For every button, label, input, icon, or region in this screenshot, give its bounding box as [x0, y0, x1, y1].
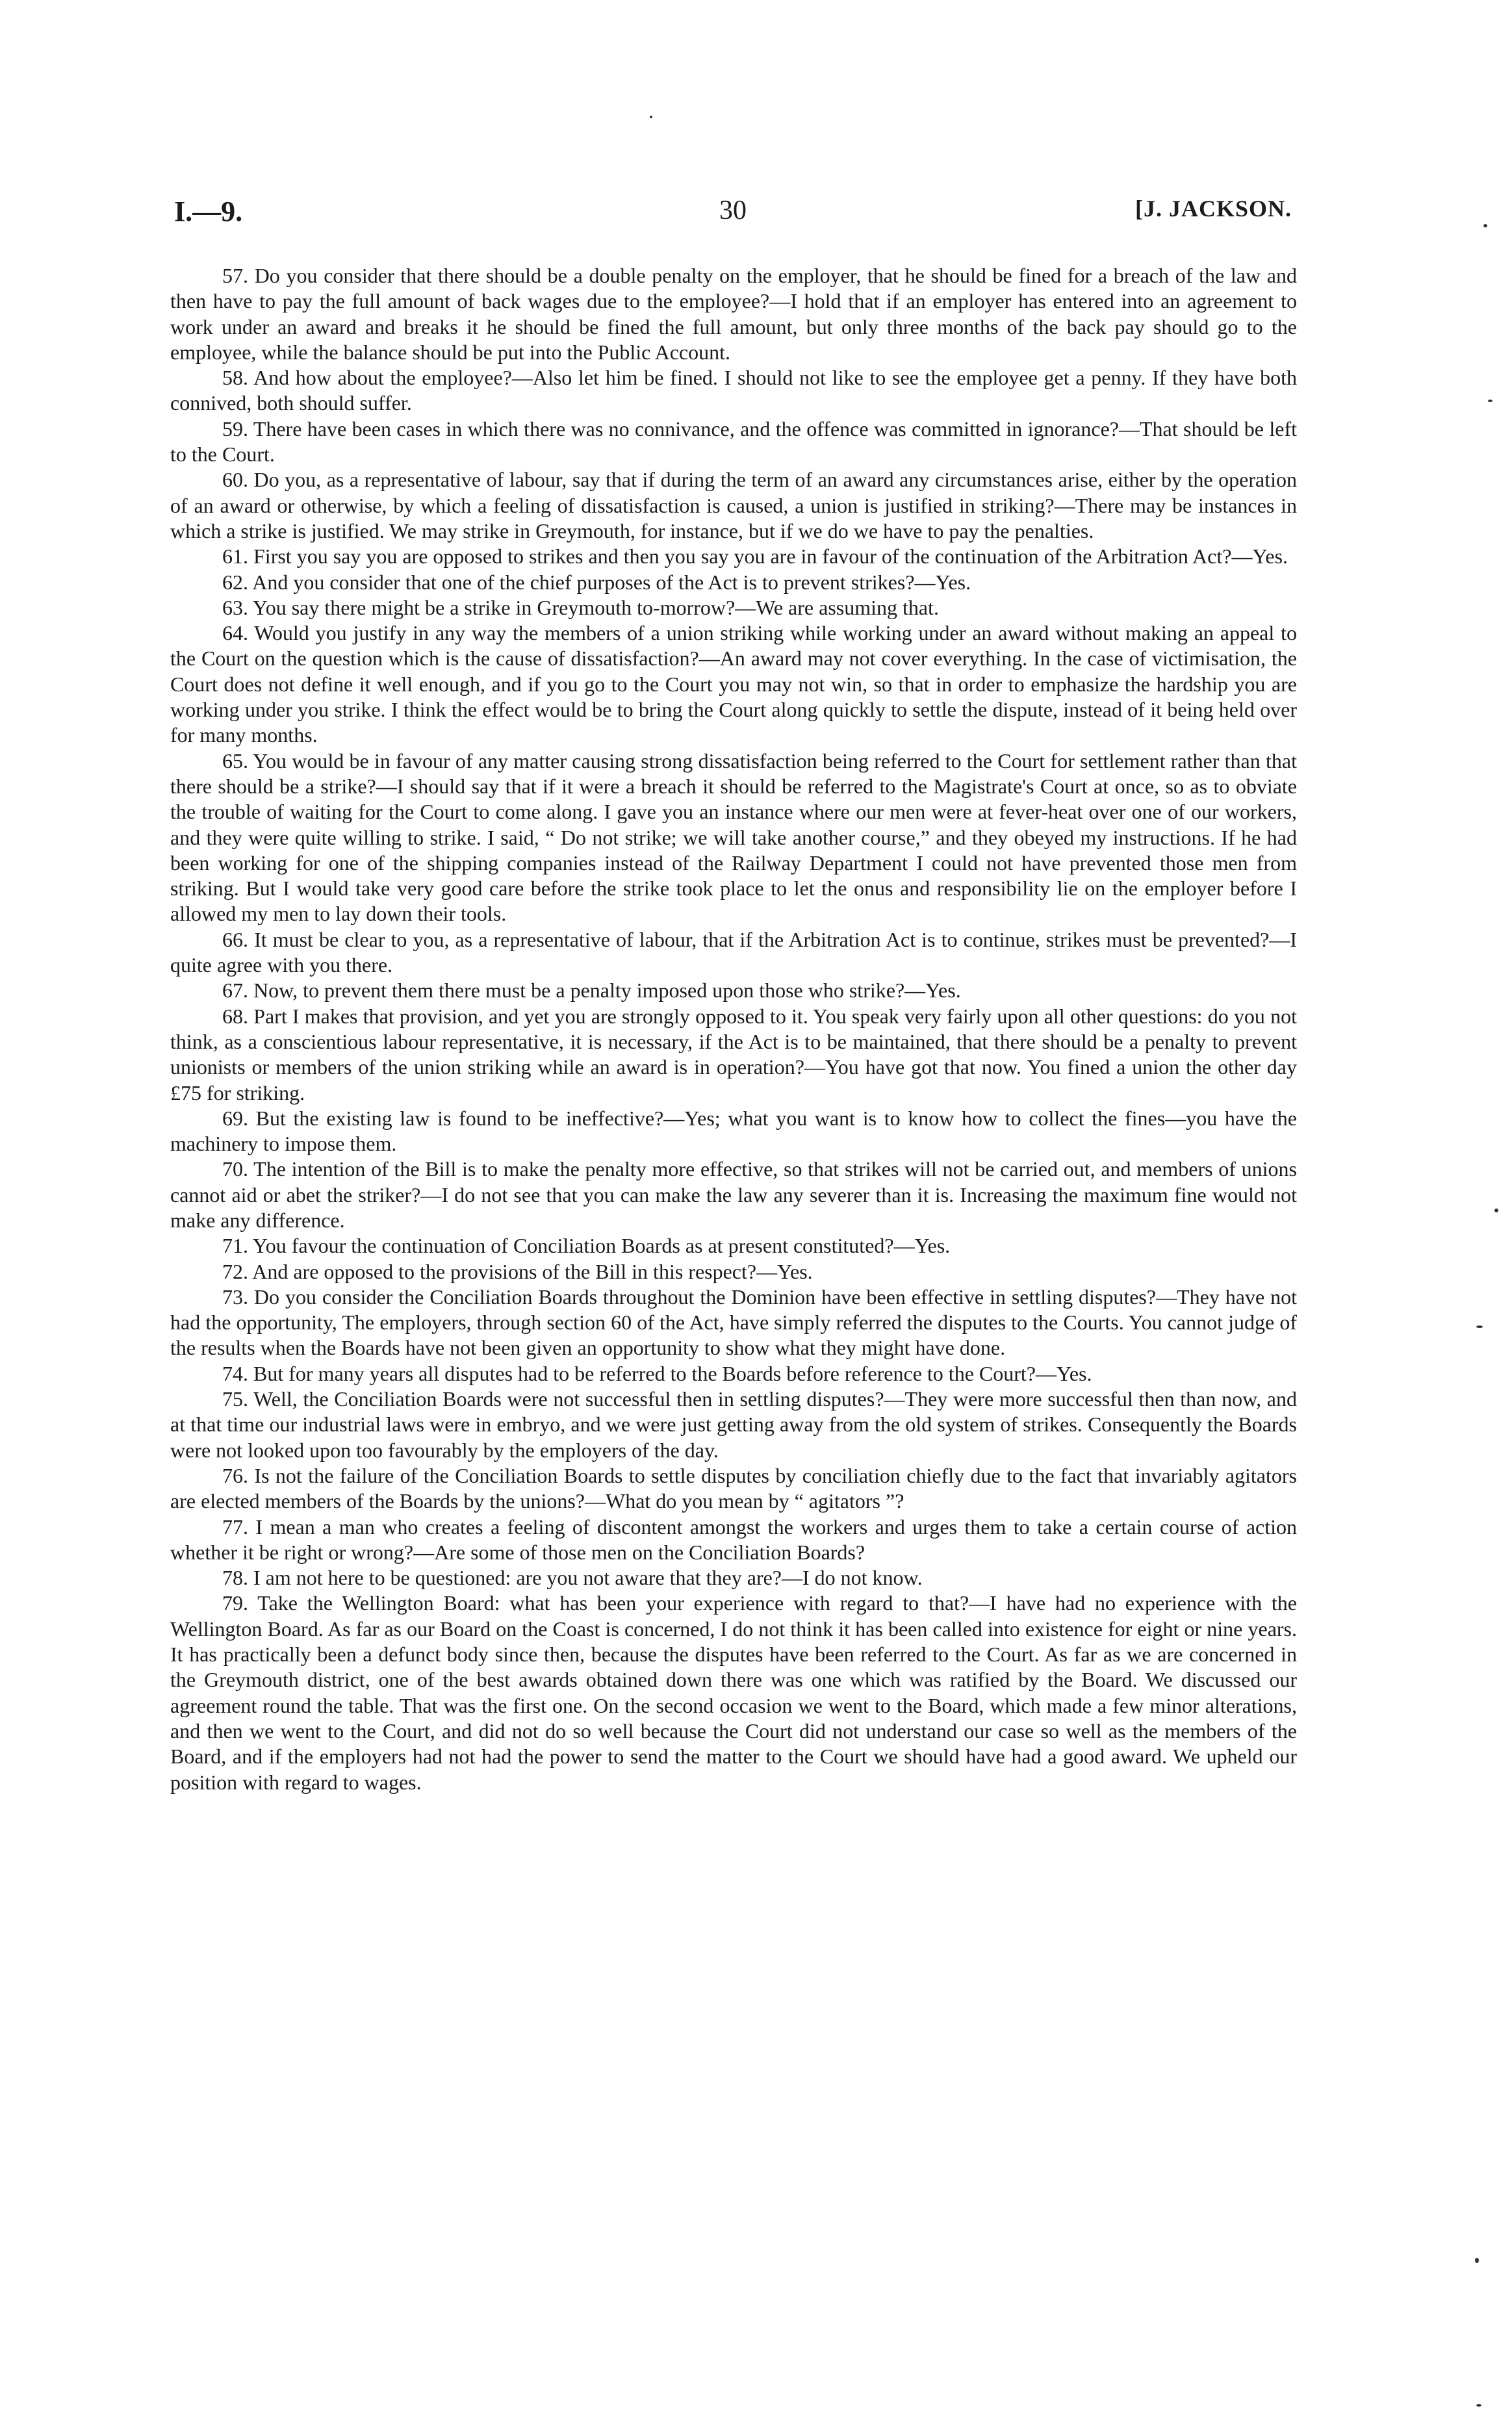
- scan-speck: [1475, 2258, 1479, 2263]
- scan-speck: [1476, 1325, 1483, 1328]
- paragraph-q64: 64. Would you justify in any way the members of a union striking while working under an award without making an appeal to the Court on the question which is the cause of dissatisfaction?—An award may not cover everything. In the case of victimisation, the Court does not define it well enough, and if you go to the Court you may not win, so that in order to emphasize the hardship you are working under you strike. I think the effect would be to bring the Court along quickly to settle the dispute, instead of it being held over for many months.: [170, 621, 1297, 747]
- paragraph-q75: 75. Well, the Conciliation Boards were not successful then in settling disputes?—They were more successful then than now, and at that time our industrial laws were in embryo, and we were just getting away from the old system of strikes. Consequently the Boards were not looked upon too favourably by the employers of the day.: [170, 1387, 1297, 1462]
- paragraph-q61: 61. First you say you are opposed to strikes and then you say you are in favour of the continuation of the Arbitration Act?—Yes.: [222, 544, 1288, 569]
- paragraph-q59: 59. There have been cases in which there was no connivance, and the offence was committed in ignorance?—That should be left to the Court.: [170, 416, 1297, 467]
- page-number: 30: [719, 196, 747, 225]
- scan-speck: [1488, 400, 1493, 402]
- paragraph-q79: 79. Take the Wellington Board: what has been your experience with regard to that?—I have had no experience with the Wellington Board. As far as our Board on the Coast is concerned, I do not think it has been called into existence for eight or nine years. It has practically been a defunct body since then, because the disputes have been referred to the Court. As far as we are concerned in the Greymouth district, one of the best awards obtained down there was one which was ratified by the Board. We discussed our agreement round the table. That was the first one. On the second occasion we went to the Board, which made a few minor alterations, and then we went to the Court, and did not do so well because the Court did not understand our case so well as the members of the Board, and if the employers had not had the power to send the matter to the Court we should have had a good award. We upheld our position with regard to wages.: [170, 1591, 1297, 1794]
- paragraph-q74: 74. But for many years all disputes had to be referred to the Boards before reference to the Court?—Yes.: [222, 1361, 1092, 1385]
- paragraph-q69: 69. But the existing law is found to be ineffective?—Yes; what you want is to know how to collect the fines—you have the machinery to impose them.: [170, 1106, 1297, 1156]
- paragraph-q78: 78. I am not here to be questioned: are you not aware that they are?—I do not know.: [222, 1566, 923, 1590]
- paragraph-q65: 65. You would be in favour of any matter causing strong dissatisfaction being referred to the Court for settlement rather than that there should be a strike?—I should say that if it were a breach it should be referred to the Magistrate's Court at once, so as to obviate the trouble of waiting for the Court to come along. I gave you an instance where our men were at fever-heat over one of our workers, and they were quite willing to strike. I said, “ Do not strike; we will take another course,” and they obeyed my instructions. If he had been working for one of the shipping companies instead of the Railway Department I could not have prevented those men from striking. But I would take very good care before the strike took place to let the onus and responsibility lie on the employer before I allowed my men to lay down their tools.: [170, 748, 1297, 926]
- evidence-body: [170, 263, 1297, 1795]
- paragraph-q73: 73. Do you consider the Conciliation Boards throughout the Dominion have been effective in settling disputes?—They have not had the opportunity, The employers, through section 60 of the Act, have simply referred the disputes to the Courts. You cannot judge of the results when the Boards have not been given an opportunity to show what they might have done.: [170, 1285, 1297, 1360]
- paragraph-q66: 66. It must be clear to you, as a representative of labour, that if the Arbitration Act is to continue, strikes must be prevented?—I quite agree with you there.: [170, 927, 1297, 977]
- paragraph-q60: 60. Do you, as a representative of labour, say that if during the term of an award any circumstances arise, either by the operation of an award or otherwise, by which a feeling of dissatisfaction is caused, a union is justified in striking?—There may be instances in which a strike is justified. We may strike in Greymouth, for instance, but if we do we have to pay the penalties.: [170, 468, 1297, 543]
- paragraph-q58: 58. And how about the employee?—Also let him be fined. I should not like to see the employee get a penny. If they have both connived, both should suffer.: [170, 366, 1297, 415]
- scan-speck: [650, 116, 652, 118]
- paragraph-q71: 71. You favour the continuation of Conciliation Boards as at present constituted?—Yes.: [222, 1234, 951, 1258]
- paragraph-q72: 72. And are opposed to the provisions of the Bill in this respect?—Yes.: [222, 1259, 813, 1283]
- paragraph-q68: 68. Part I makes that provision, and yet you are strongly opposed to it. You speak very fairly upon all other questions: do you not think, as a conscientious labour representative, it is necessary, if the Act is to be maintained, that there should be a penalty to prevent unionists or members of the union striking while an award is in operation?—You have got that now. You fined a union the other day £75 for striking.: [170, 1004, 1297, 1105]
- scan-speck: [1494, 1208, 1498, 1212]
- witness-name: [J. JACKSON.: [1134, 196, 1292, 222]
- paragraph-q63: 63. You say there might be a strike in Greymouth to-morrow?—We are assuming that.: [222, 595, 939, 619]
- paragraph-q77: 77. I mean a man who creates a feeling of discontent amongst the workers and urges them to take a certain course of action whether it be right or wrong?—Are some of those men on the Conciliation Boards?: [170, 1515, 1297, 1564]
- paragraph-q67: 67. Now, to prevent them there must be a penalty imposed upon those who strike?—Yes.: [222, 978, 961, 1003]
- paper-reference: I.—9.: [174, 196, 243, 227]
- paragraph-q76: 76. Is not the failure of the Conciliation Boards to settle disputes by conciliation chiefly due to the fact that invariably agitators are elected members of the Boards by the unions?—What do you mean by “ agitators ”?: [170, 1463, 1297, 1513]
- scan-speck: [1476, 2404, 1481, 2407]
- paragraph-q62: 62. And you consider that one of the chief purposes of the Act is to prevent strikes?—Yes.: [222, 570, 971, 594]
- paragraph-q70: 70. The intention of the Bill is to make the penalty more effective, so that strikes will not be carried out, and members of unions cannot aid or abet the striker?—I do not see that you can make the law any severer than it is. Increasing the maximum fine would not make any difference.: [170, 1157, 1297, 1232]
- paragraph-q57: 57. Do you consider that there should be a double penalty on the employer, that he should be fined for a breach of the law and then have to pay the full amount of back wages due to the employee?—I hold that if an employer has entered into an agreement to work under an award and breaks it he should be fined the full amount, but only three months of the back pay should go to the employee, while the balance should be put into the Public Account.: [170, 264, 1297, 364]
- scan-speck: [1483, 224, 1487, 227]
- page-header: [174, 195, 1292, 234]
